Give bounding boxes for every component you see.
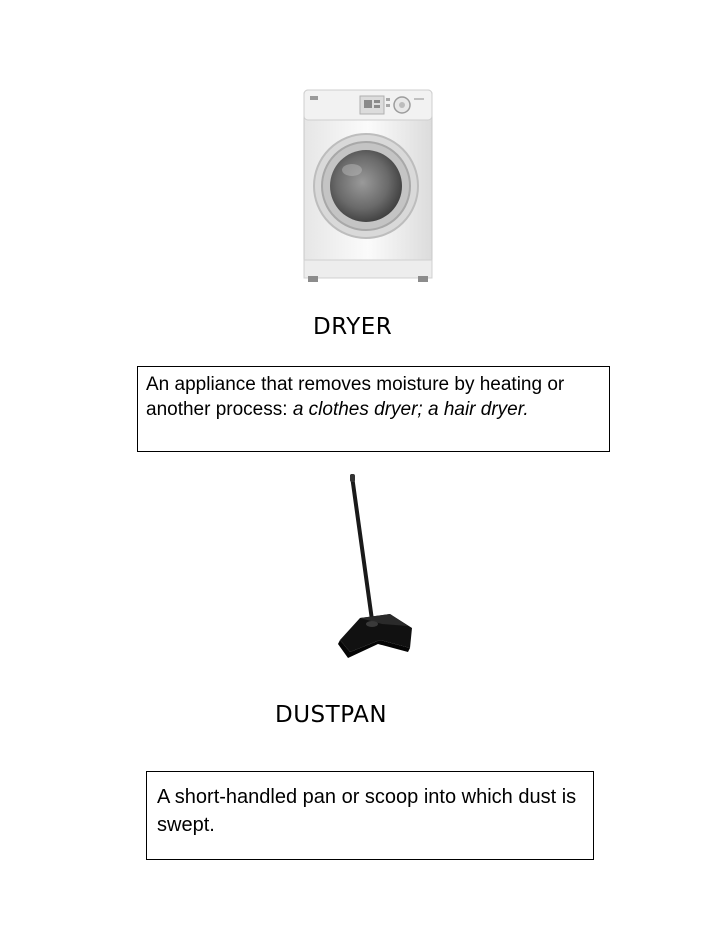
clothes-dryer-icon — [300, 88, 436, 284]
word-heading-dryer: DRYER — [313, 314, 393, 340]
definition-example-dryer: a clothes dryer; a hair dryer. — [292, 399, 529, 420]
definition-text-dustpan: A short-handled pan or scoop into which dust is swept. — [157, 786, 577, 836]
definition-box-dryer — [137, 366, 610, 452]
word-heading-dustpan: DUSTPAN — [275, 702, 388, 728]
dustpan-icon — [330, 472, 420, 664]
definition-box-dustpan — [146, 771, 594, 860]
definition-text-dryer: An appliance that removes moisture by heating or another process: — [146, 374, 565, 420]
